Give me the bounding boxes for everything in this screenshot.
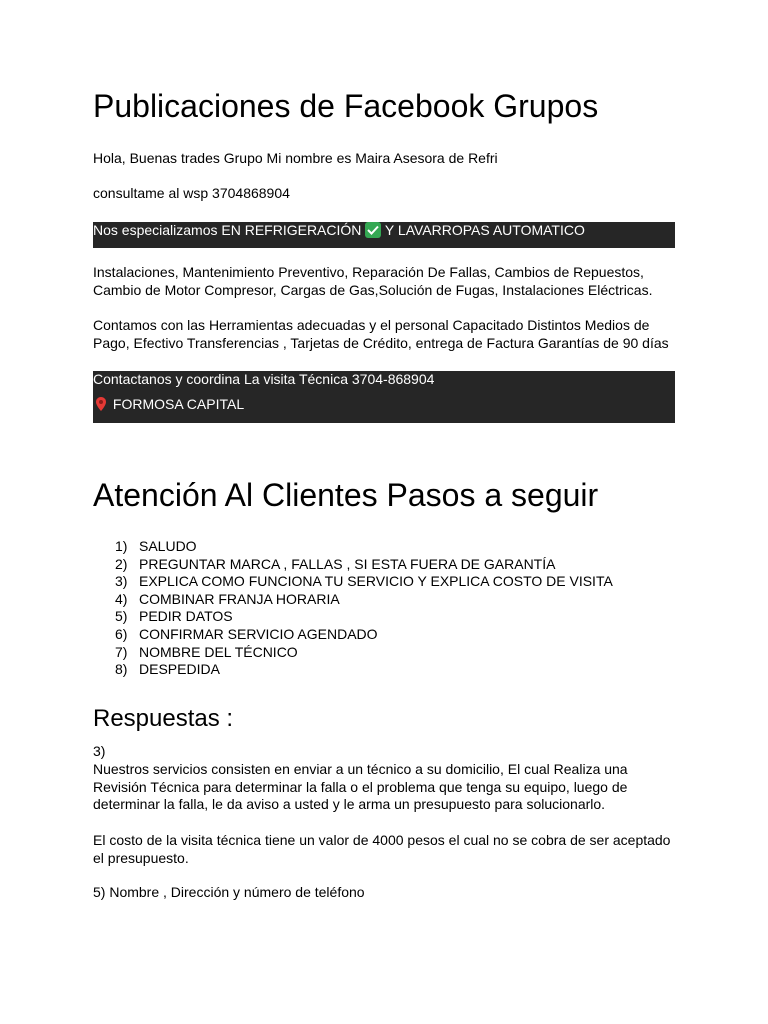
steps-title: Atención Al Clientes Pasos a seguir [93,477,599,513]
contact-banner-line: Contactanos y coordina La visita Técnica 3704-868904 [93,371,435,387]
intro-contact: consultame al wsp 3704868904 [93,185,290,201]
banner-text-after: Y LAVARROPAS AUTOMATICO [381,222,585,238]
answer-3-label: 3) [93,743,106,759]
answer-5-text: 5) Nombre , Dirección y número de teléfono [93,884,365,900]
specialization-banner [93,222,675,248]
contact-banner [93,371,675,423]
visit-cost-paragraph: El costo de la visita técnica tiene un valor de 4000 pesos el cual no se cobra de ser aceptado el presupuesto. [93,832,671,866]
page-title: Publicaciones de Facebook Grupos [93,88,599,124]
answers-title: Respuestas : [93,705,234,732]
services-paragraph: Instalaciones, Mantenimiento Preventivo, Reparación De Fallas, Cambios de Repuestos, Cambio de Motor Compresor, Cargas de Gas,Solución de Fugas, Instalaciones Eléctricas. [93,264,653,298]
location-text: FORMOSA CAPITAL [109,396,245,412]
intro-greeting: Hola, Buenas trades Grupo Mi nombre es Maira Asesora de Refri [93,150,498,166]
location-pin-icon [93,396,109,412]
answer-3-text: Nuestros servicios consisten en enviar a un técnico a su domicilio, El cual Realiza una Revisión Técnica para determinar la falla o el problema que tenga su equipo, luego de determinar la falla, le da aviso a usted y le arma un presupuesto para solucionarlo. [93,761,628,812]
banner-text-before: Nos especializamos EN REFRIGERACIÓN [93,222,366,238]
check-mark-icon [365,222,381,238]
tools-paragraph: Contamos con las Herramientas adecuadas y el personal Capacitado Distintos Medios de Pago, Efectivo Transferencias , Tarjetas de Crédito, entrega de Factura Garantías de 90 días [93,317,669,351]
